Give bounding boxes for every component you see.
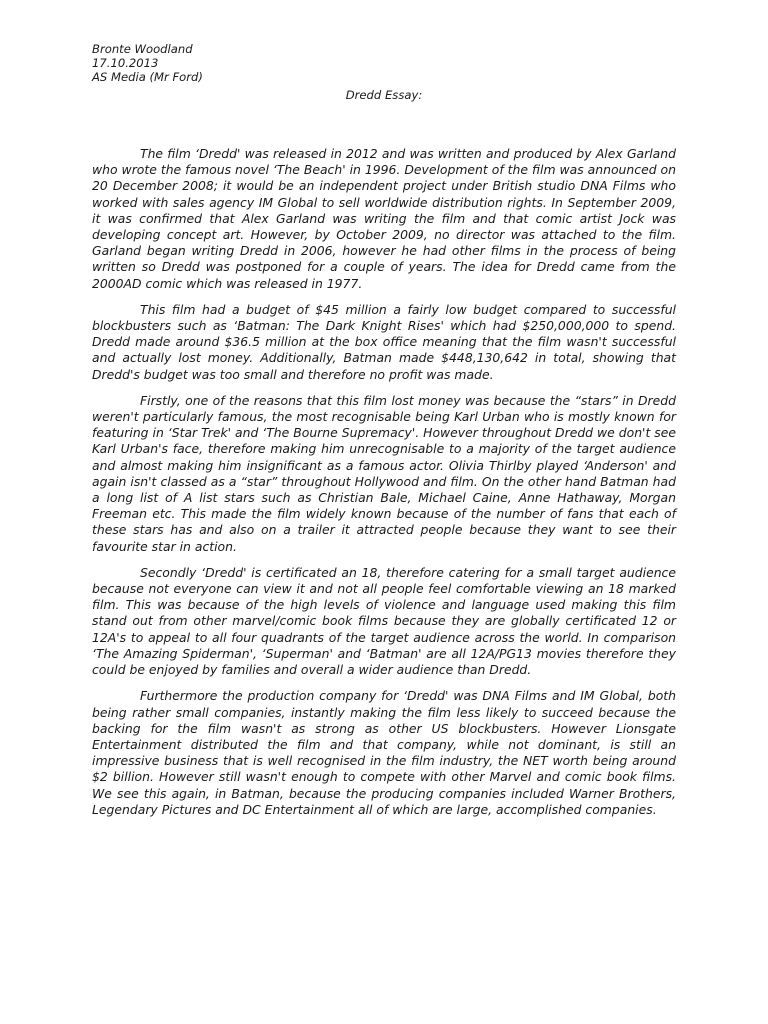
document-date: 17.10.2013 bbox=[92, 56, 159, 70]
paragraph-stars: Firstly, one of the reasons that this film lost money was because the “stars” in Dredd weren't particularly famous, the most recognisable being Karl Urban who is mostly known for featuring in ‘Star Trek' and ‘The Bourne Supremacy'. However throughout Dredd we don't see Karl Urban's face, therefore making him unrecognisable to a majority of the target audience and almost making him insignificant as a famous actor. Olivia Thirlby played ‘Anderson' and again isn't classed as a “star” throughout Hollywood and film. On the other hand Batman had a long list of A list stars such as Christian Bale, Michael Caine, Anne Hathaway, Morgan Freeman etc. This made the film widely known because of the number of fans that each of these stars has and also on a trailer it attracted people because they want to see their favourite star in action. bbox=[92, 392, 676, 554]
document-body bbox=[92, 146, 676, 828]
author-name: Bronte Woodland bbox=[92, 42, 193, 56]
course-name: AS Media (Mr Ford) bbox=[92, 70, 203, 84]
paragraph-certification: Secondly ‘Dredd' is certificated an 18, therefore catering for a small target audience because not everyone can view it and not all people feel comfortable viewing an 18 marked film. This was because of the high levels of violence and language used making this film stand out from other marvel/comic book films because they are globally certificated 12 or 12A's to appeal to all four quadrants of the target audience across the world. In comparison ‘The Amazing Spiderman', ‘Superman' and ‘Batman' are all 12A/PG13 movies therefore they could be enjoyed by families and overall a wider audience than Dredd. bbox=[92, 564, 676, 678]
document-header bbox=[92, 42, 203, 84]
paragraph-release-history: The film ‘Dredd' was released in 2012 and was written and produced by Alex Garland who wrote the famous novel ‘The Beach' in 1996. Development of the film was announced on 20 December 2008; it would be an independent project under British studio DNA Films who worked with sales agency IM Global to sell worldwide distribution rights. In September 2009, it was confirmed that Alex Garland was writing the film and that comic artist Jock was developing concept art. However, by October 2009, no director was attached to the film. Garland began writing Dredd in 2006, however he had other films in the process of being written so Dredd was postponed for a couple of years. The idea for Dredd came from the 2000AD comic which was released in 1977. bbox=[92, 146, 676, 291]
document-title: Dredd Essay: bbox=[345, 88, 423, 102]
paragraph-production-company: Furthermore the production company for ‘Dredd' was DNA Films and IM Global, both being rather small companies, instantly making the film less likely to succeed because the backing for the film wasn't as strong as other US blockbusters. However Lionsgate Entertainment distributed the film and that company, while not dominant, is still an impressive business that is well recognised in the film industry, the NET worth being around $2 billion. However still wasn't enough to compete with other Marvel and comic book films. We see this again, in Batman, because the producing companies included Warner Brothers, Legendary Pictures and DC Entertainment all of which are large, accomplished companies. bbox=[92, 688, 676, 817]
paragraph-budget: This film had a budget of $45 million a fairly low budget compared to successful blockbusters such as ‘Batman: The Dark Knight Rises' which had $250,000,000 to spend. Dredd made around $36.5 million at the box office meaning that the film wasn't successful and actually lost money. Additionally, Batman made $448,130,642 in total, showing that Dredd's budget was too small and therefore no profit was made. bbox=[92, 301, 676, 382]
